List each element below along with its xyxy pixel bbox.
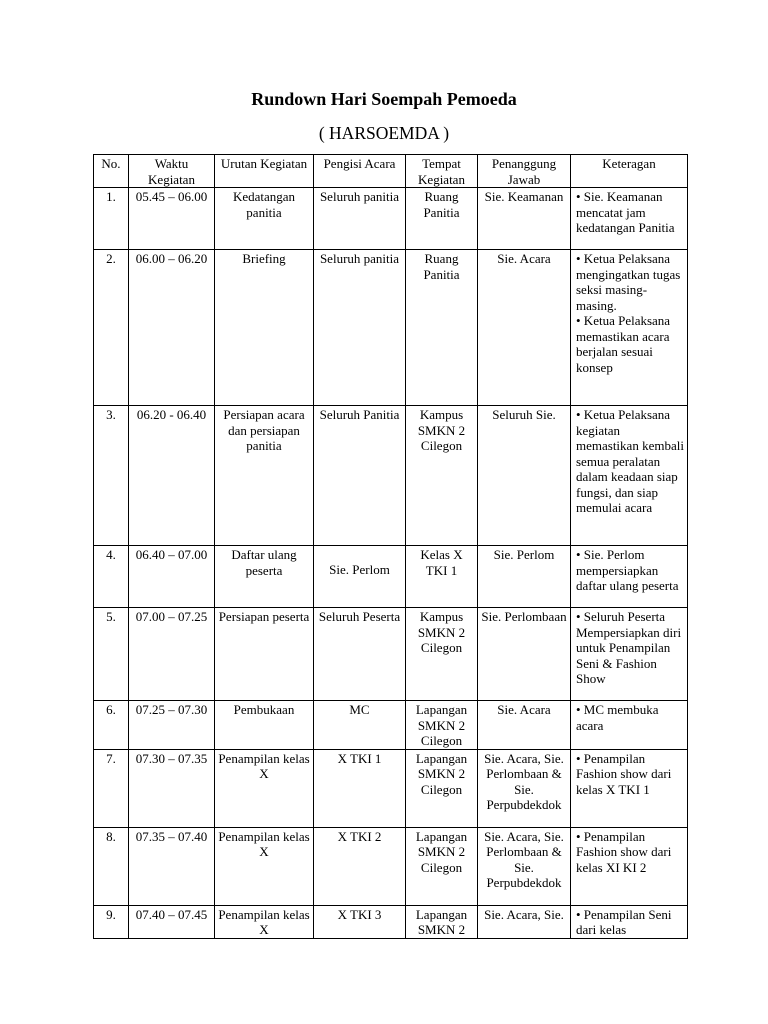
cell-urutan: Penampilan kelas X [215,905,314,938]
rundown-table [93,154,688,939]
keterangan-item: • Ketua Pelaksana kegiatan memastikan kembali semua peralatan dalam keadaan siap fungsi, dan siap memulai acara [576,407,684,515]
cell-tempat: Ruang Panitia [406,188,478,250]
table-row [94,749,688,827]
document-subtitle: ( HARSOEMDA ) [318,123,450,143]
cell-urutan: Kedatangan panitia [215,188,314,250]
cell-penanggung-jawab: Sie. Acara, Sie. Perlombaan & Sie. Perpubdekdok [478,827,571,905]
header-tempat: Tempat Kegiatan [406,155,478,188]
document-title: Rundown Hari Soempah Pemoeda [251,89,517,109]
cell-penanggung-jawab: Sie. Perlom [478,546,571,608]
cell-waktu: 07.25 – 07.30 [129,701,215,750]
cell-penanggung-jawab: Sie. Acara [478,701,571,750]
cell-waktu: 07.40 – 07.45 [129,905,215,938]
cell-no: 2. [94,250,129,406]
cell-penanggung-jawab: Sie. Acara [478,250,571,406]
cell-keterangan [571,188,688,250]
cell-waktu: 06.20 - 06.40 [129,406,215,546]
cell-no: 4. [94,546,129,608]
header-penanggung-jawab: Penanggung Jawab [478,155,571,188]
cell-pengisi: X TKI 3 [314,905,406,938]
cell-keterangan [571,701,688,750]
table-row [94,905,688,938]
cell-no: 8. [94,827,129,905]
table-row [94,546,688,608]
header-waktu: Waktu Kegiatan [129,155,215,188]
cell-tempat: Kampus SMKN 2 Cilegon [406,608,478,701]
header-no: No. [94,155,129,188]
cell-penanggung-jawab: Sie. Perlombaan [478,608,571,701]
cell-no: 3. [94,406,129,546]
cell-pengisi: X TKI 1 [314,749,406,827]
cell-pengisi: Seluruh Panitia [314,406,406,546]
cell-keterangan [571,546,688,608]
cell-waktu: 05.45 – 06.00 [129,188,215,250]
cell-penanggung-jawab: Seluruh Sie. [478,406,571,546]
table-header-row [94,155,688,188]
cell-penanggung-jawab: Sie. Keamanan [478,188,571,250]
cell-tempat: Lapangan SMKN 2 Cilegon [406,701,478,750]
cell-urutan: Persiapan peserta [215,608,314,701]
cell-pengisi: X TKI 2 [314,827,406,905]
cell-pengisi: Seluruh panitia [314,250,406,406]
cell-keterangan [571,608,688,701]
keterangan-item: • Sie. Keamanan mencatat jam kedatangan Panitia [576,189,675,235]
table-row [94,406,688,546]
header-keterangan: Keteragan [571,155,688,188]
cell-no: 1. [94,188,129,250]
cell-waktu: 07.00 – 07.25 [129,608,215,701]
cell-urutan: Daftar ulang peserta [215,546,314,608]
keterangan-item: • Penampilan Fashion show dari kelas XI KI 2 [576,828,672,875]
cell-keterangan [571,250,688,406]
table-row [94,188,688,250]
cell-tempat: Ruang Panitia [406,250,478,406]
keterangan-item: • Ketua Pelaksana mengingatkan tugas seksi masing-masing. [576,251,681,313]
cell-pengisi: Seluruh Peserta [314,608,406,701]
cell-waktu: 06.00 – 06.20 [129,250,215,406]
cell-no: 9. [94,905,129,938]
cell-keterangan [571,905,688,938]
cell-urutan: Penampilan kelas X [215,749,314,827]
cell-tempat: Lapangan SMKN 2 [406,905,478,938]
cell-urutan: Briefing [215,250,314,406]
cell-tempat: Kampus SMKN 2 Cilegon [406,406,478,546]
cell-no: 6. [94,701,129,750]
keterangan-item: • Penampilan Fashion show dari kelas X TKI 1 [576,750,672,797]
cell-pengisi: Seluruh panitia [314,188,406,250]
table-body [94,188,688,939]
keterangan-item: • Sie. Perlom mempersiapkan daftar ulang peserta [576,547,679,593]
table-row [94,608,688,701]
keterangan-item: • MC membuka acara [576,702,659,733]
cell-waktu: 07.30 – 07.35 [129,749,215,827]
cell-penanggung-jawab: Sie. Acara, Sie. [478,905,571,938]
cell-waktu: 07.35 – 07.40 [129,827,215,905]
cell-penanggung-jawab: Sie. Acara, Sie. Perlombaan & Sie. Perpubdekdok [478,749,571,827]
cell-urutan: Persiapan acara dan persiapan panitia [215,406,314,546]
cell-keterangan [571,827,688,905]
header-pengisi: Pengisi Acara [314,155,406,188]
cell-tempat: Lapangan SMKN 2 Cilegon [406,827,478,905]
cell-no: 5. [94,608,129,701]
cell-urutan: Penampilan kelas X [215,827,314,905]
cell-waktu: 06.40 – 07.00 [129,546,215,608]
cell-keterangan [571,406,688,546]
keterangan-item: • Seluruh Peserta Mempersiapkan diri untuk Penampilan Seni & Fashion Show [576,609,682,686]
table-row [94,827,688,905]
cell-tempat: Lapangan SMKN 2 Cilegon [406,749,478,827]
header-urutan: Urutan Kegiatan [215,155,314,188]
table-row [94,250,688,406]
cell-no: 7. [94,749,129,827]
keterangan-item: • Penampilan Seni dari kelas [576,906,672,937]
cell-keterangan [571,749,688,827]
cell-tempat: Kelas X TKI 1 [406,546,478,608]
keterangan-item: • Ketua Pelaksana memastikan acara berjalan sesuai konsep [576,313,671,375]
cell-urutan: Pembukaan [215,701,314,750]
cell-pengisi: MC [314,701,406,750]
table-row [94,701,688,750]
cell-pengisi: Sie. Perlom [314,546,406,608]
